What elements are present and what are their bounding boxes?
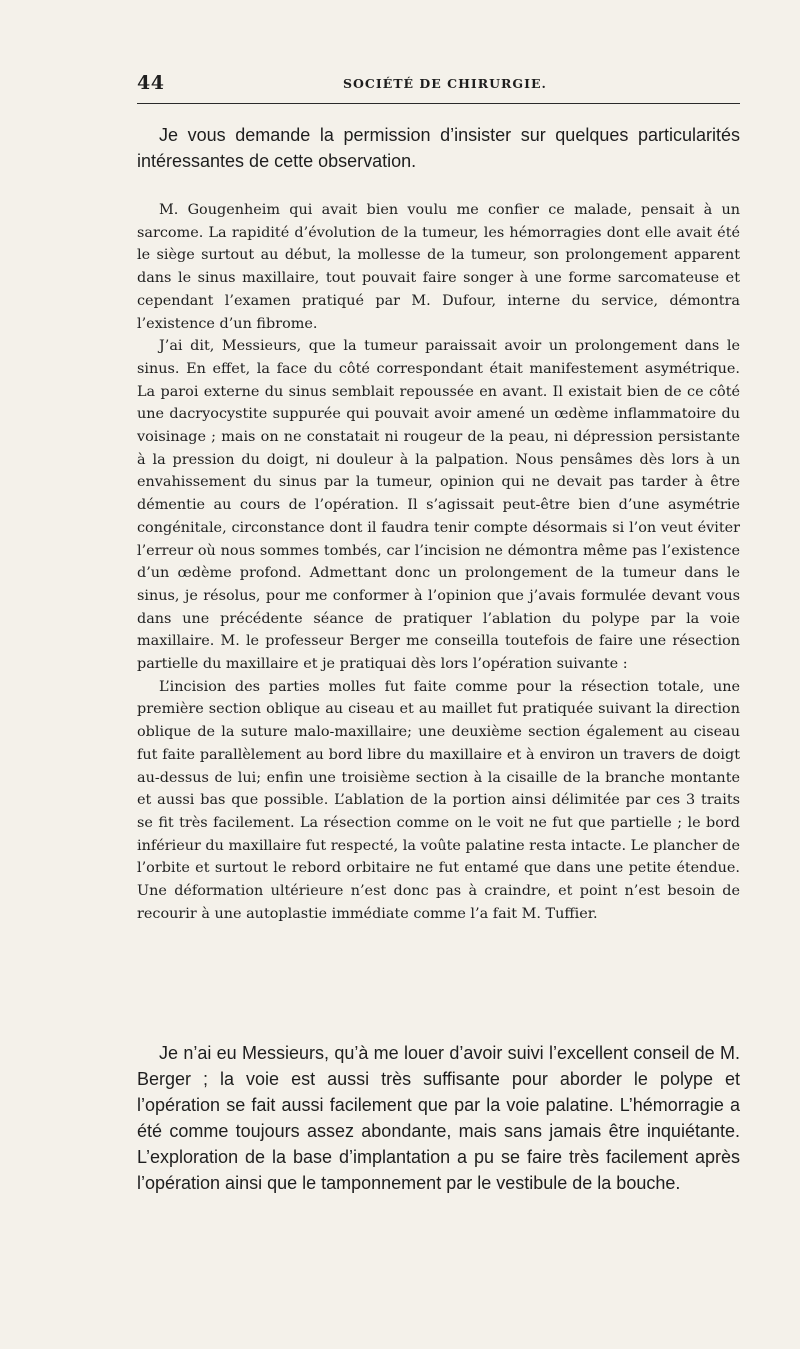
observation-paragraph-3: L’incision des parties molles fut faite comme pour la résection totale, une première section oblique au ciseau et au maillet fut pratiquée suivant la direction oblique de la suture malo-maxillaire; une deuxième section également au ciseau fut faite parallèlement au bord libre du maxillaire et à environ un travers de doigt au-dessus de lui; enfin une troisième section à la cisaille de la branche montante et aussi bas que possible. L’ablation de la portion ainsi délimitée par ces 3 traits se fit très facilement. La résection comme on le voit ne fut que partielle ; le bord inférieur du maxillaire fut respecté, la voûte palatine resta intacte. Le plancher de l’orbite et surtout le rebord orbitaire ne fut entamé que dans une petite étendue. Une déformation ultérieure n’est donc pas à craindre, et point n’est besoin de recourir à une autoplastie immédiate comme l’a fait M. Tuffier. — [137, 678, 740, 922]
observation-paragraph-2: J’ai dit, Messieurs, que la tumeur paraissait avoir un prolongement dans le sinus. En effet, la face du côté correspondant était manifestement asymétrique. La paroi externe du sinus semblait repoussée en avant. Il existait bien de ce côté une dacryocystite suppurée qui pouvait avoir amené un œdème inflammatoire du voisinage ; mais on ne constatait ni rougeur de la peau, ni dépression persistante à la pression du doigt, ni douleur à la palpation. Nous pensâmes dès lors à un envahissement du sinus par la tumeur, opinion qui ne devait pas tarder à être démentie au cours de l’opération. Il s’agissait peut-être bien d’une asymétrie congénitale, circonstance dont il faudra tenir compte désormais si l’on veut éviter l’erreur où nous sommes tombés, car l’incision ne démontra même pas l’existence d’un œdème profond. Admettant donc un prolongement de la tumeur dans le sinus, je résolus, pour me conformer à l’opinion que j’avais formulée devant vous dans une précédente séance de pratiquer l’ablation du polype par la voie maxillaire. M. le professeur Berger me conseilla toutefois de faire une résection partielle du maxillaire et je pratiquai dès lors l’opération suivante : — [137, 338, 740, 673]
observation-section — [137, 199, 740, 926]
page-number: 44 — [137, 72, 165, 94]
running-head: SOCIÉTÉ DE CHIRURGIE. — [343, 76, 547, 91]
page-header — [137, 72, 740, 96]
intro-paragraph: Je vous demande la permission d’insister sur quelques particularités intéressantes de cette observation. — [137, 125, 740, 171]
conclusion-paragraph: Je n’ai eu Messieurs, qu’à me louer d’avoir suivi l’excellent conseil de M. Berger ; la voie est aussi très suffisante pour aborder le polype et l’opération se fait aussi facilement que par la voie palatine. L’hémorragie a été comme toujours assez abondante, mais sans jamais être inquiétante. L’exploration de la base d’implantation a pu se faire très facilement après l’opération ainsi que le tamponnement par le vestibule de la bouche. — [137, 1043, 740, 1193]
header-rule — [137, 103, 740, 104]
observation-paragraph-1: M. Gougenheim qui avait bien voulu me confier ce malade, pensait à un sarcome. La rapidité d’évolution de la tumeur, les hémorragies dont elle avait été le siège surtout au début, la mollesse de la tumeur, son prolongement apparent dans le sinus maxillaire, tout pouvait faire songer à une forme sarcomateuse et cependant l’examen pratiqué par M. Dufour, interne du service, démontra l’existence d’un fibrome. — [137, 202, 740, 332]
